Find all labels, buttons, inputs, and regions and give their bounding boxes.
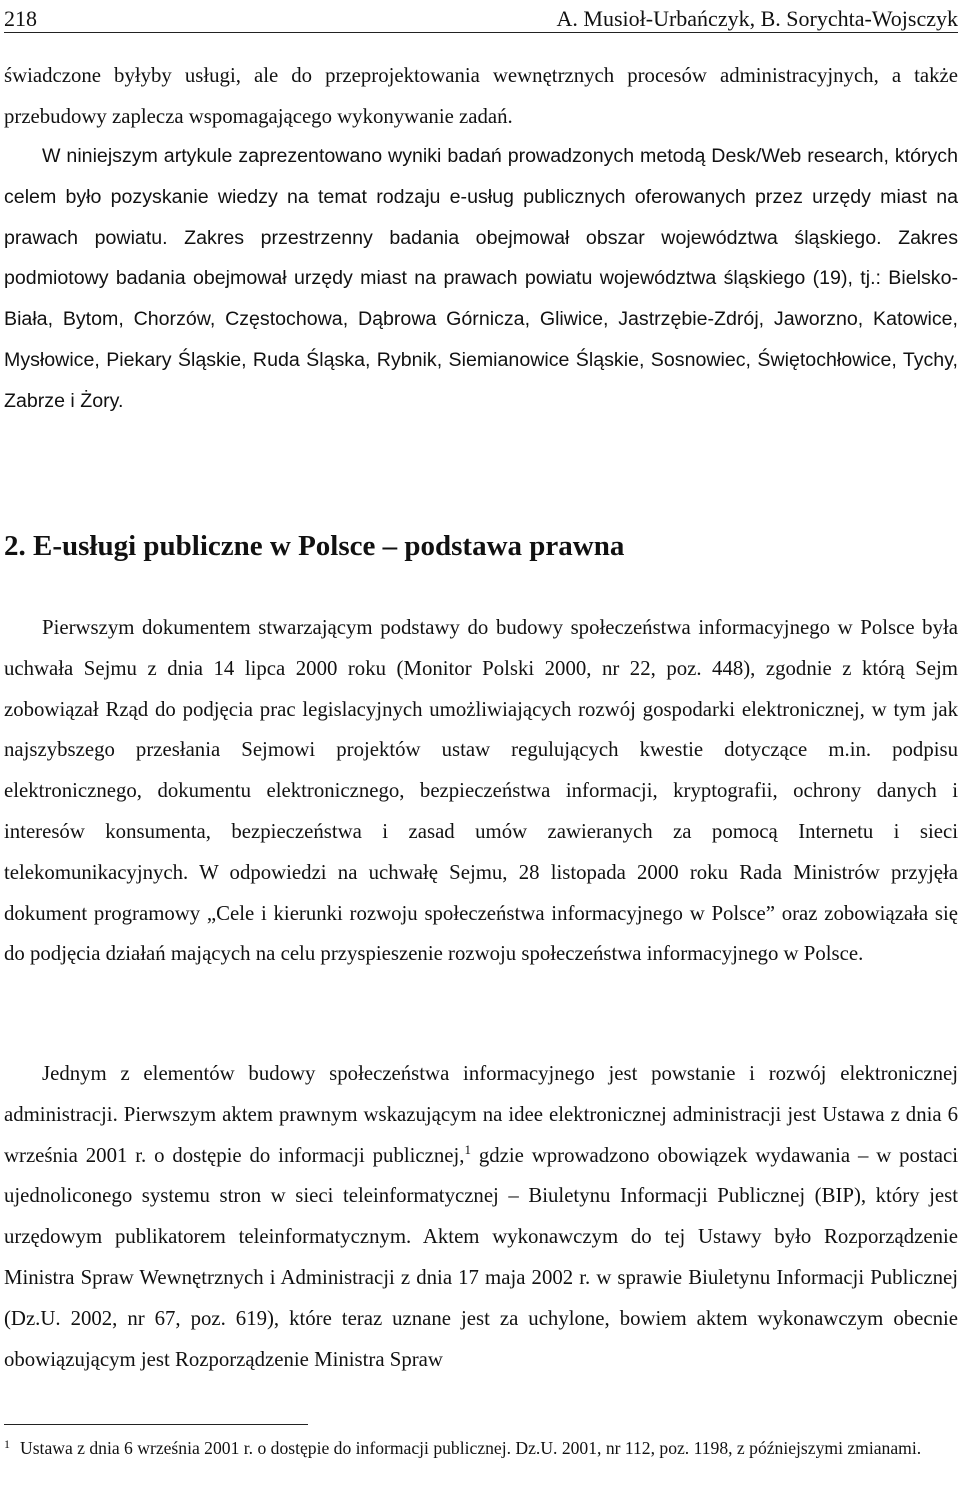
paragraph-legal-basis: Pierwszym dokumentem stwarzającym podstawy do budowy społeczeństwa informacyjnego w Polsce była uchwała Sejmu z dnia 14 lipca 2000 roku (Monitor Polski 2000, nr 22, poz. 448), zgodnie z którą Sejm zobowiązał Rząd do podjęcia prac legislacyjnych umożliwiających rozwój gospodarki elektronicznej, w tym jak najszybszego przesłania Sejmowi projektów ustaw regulujących kwestie dotyczące m.in. podpisu elektronicznego, dokumentu elektronicznego, bezpieczeństwa informacji, kryptografii, ochrony danych i interesów konsumenta, bezpieczeństwa i zasad umów zawieranych za pomocą Internetu i sieci telekomunikacyjnych. W odpowiedzi na uchwałę Sejmu, 28 listopada 2000 roku Rada Ministrów przyjęła dokument programowy „Cele i kierunki rozwoju społeczeństwa informacyjnego w Polsce” oraz zobowiązała się do podjęcia działań mających na celu przyspieszenie rozwoju społeczeństwa informacyjnego w Polsce. (4, 616, 958, 966)
paragraph-continuation: świadczone byłyby usługi, ale do przeprojektowania wewnętrznych procesów administracyjnych, a także przebudowy zaplecza wspomagającego wykonywanie zadań. (4, 64, 958, 128)
footnote-text: Ustawa z dnia 6 września 2001 r. o dostępie do informacji publicznej. Dz.U. 2001, nr 112, poz. 1198, z późniejszymi zmianami. (20, 1438, 922, 1458)
paragraph-e-administration-text-2: gdzie wprowadzono obowiązek wydawania – w postaci ujednoliconego systemu stron w sieci teleinformatycznej – Biuletynu Informacji Publicznej (BIP), który jest urzędowym publikatorem teleinformatycznym. Aktem wykonawczym do tej Ustawy było Rozporządzenie Ministra Spraw Wewnętrznych i Administracji z dnia 17 maja 2002 r. w sprawie Biuletynu Informacji Publicznej (Dz.U. 2002, nr 67, poz. 619), które teraz uznane jest za uchylone, bowiem aktem wykonawczym obecnie obowiązującym jest Rozporządzenie Ministra Spraw (4, 1143, 959, 1371)
paragraph-e-administration (4, 1054, 958, 1380)
paragraph-research-scope: W niniejszym artykule zaprezentowano wyniki badań prowadzonych metodą Desk/Web research, których celem było pozyskanie wiedzy na temat rodzaju e-usług publicznych oferowanych przez urzędy miast na prawach powiatu. Zakres przestrzenny badania obejmował obszar województwa śląskiego. Zakres podmiotowy badania obejmował urzędy miast na prawach powiatu województwa śląskiego (19), tj.: Bielsko-Biała, Bytom, Chorzów, Częstochowa, Dąbrowa Górnicza, Gliwice, Jastrzębie-Zdrój, Jaworzno, Katowice, Mysłowice, Piekary Śląskie, Ruda Śląska, Rybnik, Siemianowice Śląskie, Sosnowiec, Świętochłowice, Tychy, Zabrze i Żory. (4, 145, 958, 412)
paragraph-e-administration-text-1: Jednym z elementów budowy społeczeństwa informacyjnego jest powstanie i rozwój elektronicznej administracji. Pierwszym aktem prawnym wskazującym na idee elektronicznej administracji jest Ustawa z dnia 6 września 2001 r. o dostępie do informacji publicznej, (4, 1062, 958, 1167)
footnote (4, 1435, 958, 1461)
section-heading: 2. E-usługi publiczne w Polsce – podstawa prawna (4, 530, 625, 562)
footnote-mark: 1 (4, 1437, 10, 1451)
page-header (4, 6, 958, 33)
running-title: A. Musioł-Urbańczyk, B. Sorychta-Wojsczyk (556, 6, 958, 31)
page-number: 218 (4, 6, 37, 31)
footnote-separator (4, 1424, 308, 1425)
footnote-reference[interactable]: 1 (464, 1141, 471, 1157)
